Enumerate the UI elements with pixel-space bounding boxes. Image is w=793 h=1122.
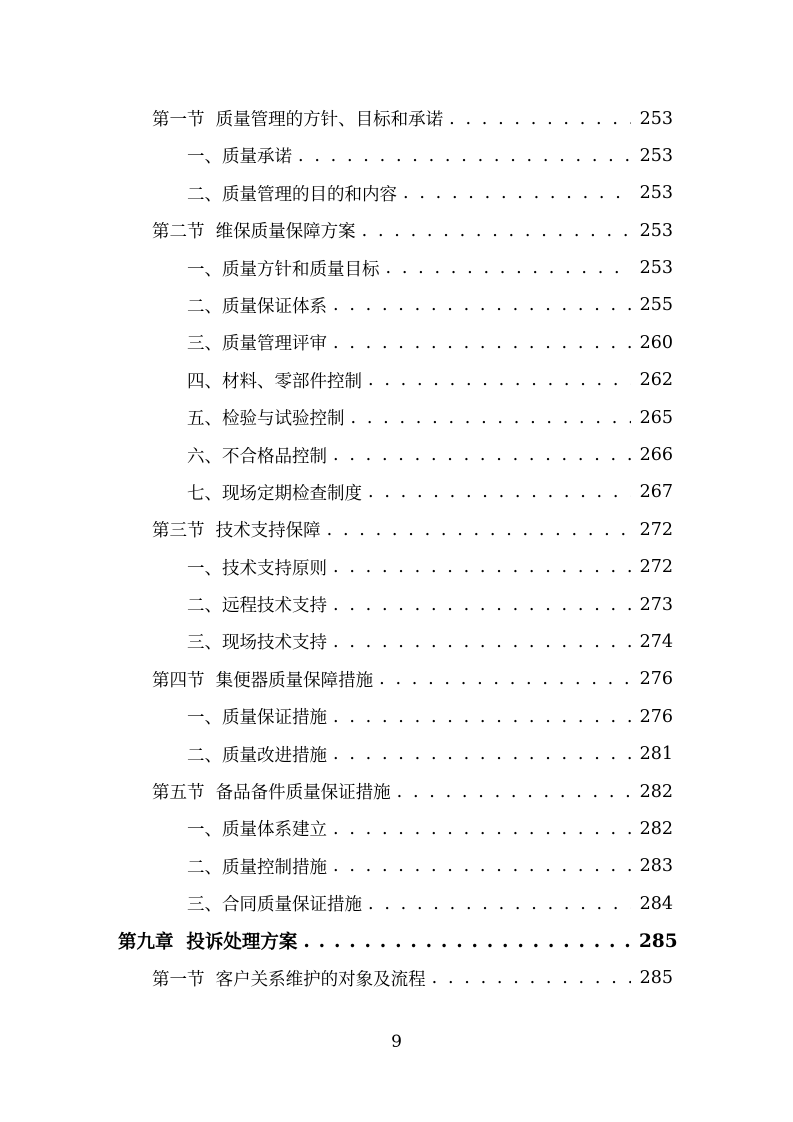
toc-entry-page: 273 [639,594,673,615]
toc-entry-title: 七、现场定期检查制度 [187,483,362,504]
toc-entry-page: 276 [639,669,673,690]
toc-entry[interactable] [0,586,793,623]
toc-entry-title: 第一节 质量管理的方针、目标和承诺 [152,110,444,130]
toc-entry-page: 281 [639,744,673,765]
toc-entry[interactable] [0,287,793,324]
toc-entry-title: 六、不合格品控制 [187,446,327,467]
toc-entry-page: 267 [639,482,673,503]
toc-entry-page: 282 [639,781,673,802]
toc-entry-title: 一、质量保证措施 [187,708,327,729]
toc-entry[interactable] [0,511,793,548]
toc-entry-title: 一、技术支持原则 [187,558,327,579]
toc-entry[interactable] [0,437,793,474]
dot-leader [333,445,631,465]
toc-entry[interactable] [0,362,793,399]
dot-leader [403,183,631,203]
dot-leader [397,782,631,802]
toc-entry-title: 一、质量承诺 [187,147,292,168]
toc-entry-page: 262 [639,370,673,391]
toc-entry-page: 253 [639,220,673,241]
toc-entry[interactable] [0,549,793,586]
toc-entry-page: 282 [639,818,673,839]
dot-leader [333,744,631,764]
dot-leader [379,669,631,689]
toc-entry-title: 第二节 维保质量保障方案 [152,222,356,243]
dot-leader [333,333,631,353]
toc-entry[interactable] [0,175,793,212]
dot-leader [351,408,632,428]
toc-entry[interactable] [0,810,793,847]
toc-entry-page: 276 [639,706,673,727]
toc-entry[interactable] [0,100,793,137]
dot-leader [333,295,631,315]
toc-entry-title: 二、远程技术支持 [187,596,327,617]
dot-leader [362,221,631,241]
toc-entry-title: 三、合同质量保证措施 [187,895,362,916]
dot-leader [449,109,631,129]
dot-leader [432,968,631,988]
dot-leader [333,856,631,876]
toc-entry-title: 第四节 集便器质量保障措施 [152,670,374,691]
toc-entry-title: 一、质量体系建立 [187,820,327,841]
dot-leader [333,557,631,577]
toc-entry-title: 四、材料、零部件控制 [187,371,362,392]
dot-leader [303,931,631,952]
toc-entry-page: 253 [639,145,673,166]
toc-entry[interactable] [0,923,793,960]
toc-entry[interactable] [0,137,793,174]
toc-entry-page: 266 [639,445,673,466]
dot-leader [368,894,631,914]
toc-entry[interactable] [0,623,793,660]
toc-entry[interactable] [0,324,793,361]
toc-entry[interactable] [0,960,793,997]
dot-leader [386,258,632,278]
toc-entry-title: 二、质量改进措施 [187,745,327,766]
toc-entry-title: 第三节 技术支持保障 [152,521,321,542]
toc-entry-title: 三、现场技术支持 [187,633,327,654]
toc-entry-title: 五、检验与试验控制 [187,409,345,430]
toc-entry-page: 253 [639,258,673,279]
toc-entry[interactable] [0,848,793,885]
toc-entry[interactable] [0,698,793,735]
toc-entry-title: 第九章 投诉处理方案 [118,932,298,954]
toc-entry-page: 253 [639,183,673,204]
toc-entry-page: 265 [639,407,673,428]
dot-leader [368,482,631,502]
dot-leader [333,819,631,839]
toc-entry-page: 253 [639,108,673,129]
toc-entry-page: 272 [639,557,673,578]
toc-entry-page: 285 [639,968,673,989]
toc-entry-page: 272 [639,519,673,540]
table-of-contents [0,100,793,997]
toc-entry[interactable] [0,212,793,249]
toc-entry-page: 260 [639,332,673,353]
toc-entry[interactable] [0,661,793,698]
toc-entry-title: 二、质量管理的目的和内容 [187,184,397,205]
toc-entry-title: 第五节 备品备件质量保证措施 [152,783,391,804]
toc-entry-page: 285 [639,930,678,952]
toc-entry-page: 283 [639,856,673,877]
toc-entry[interactable] [0,474,793,511]
toc-entry-title: 一、质量方针和质量目标 [187,259,380,280]
toc-entry-page: 255 [639,295,673,316]
toc-entry[interactable] [0,773,793,810]
toc-entry[interactable] [0,399,793,436]
toc-entry-title: 二、质量控制措施 [187,857,327,878]
toc-entry-page: 284 [639,893,673,914]
toc-entry-title: 三、质量管理评审 [187,334,327,355]
toc-entry-page: 274 [639,631,673,652]
toc-entry[interactable] [0,250,793,287]
toc-entry[interactable] [0,736,793,773]
dot-leader [298,146,631,166]
toc-entry[interactable] [0,885,793,922]
dot-leader [333,707,631,727]
dot-leader [333,595,631,615]
page-number: 9 [391,1032,402,1052]
dot-leader [333,632,631,652]
toc-entry-title: 第一节 客户关系维护的对象及流程 [152,969,426,990]
toc-entry-title: 二、质量保证体系 [187,296,327,317]
dot-leader [368,370,631,390]
dot-leader [327,520,631,540]
